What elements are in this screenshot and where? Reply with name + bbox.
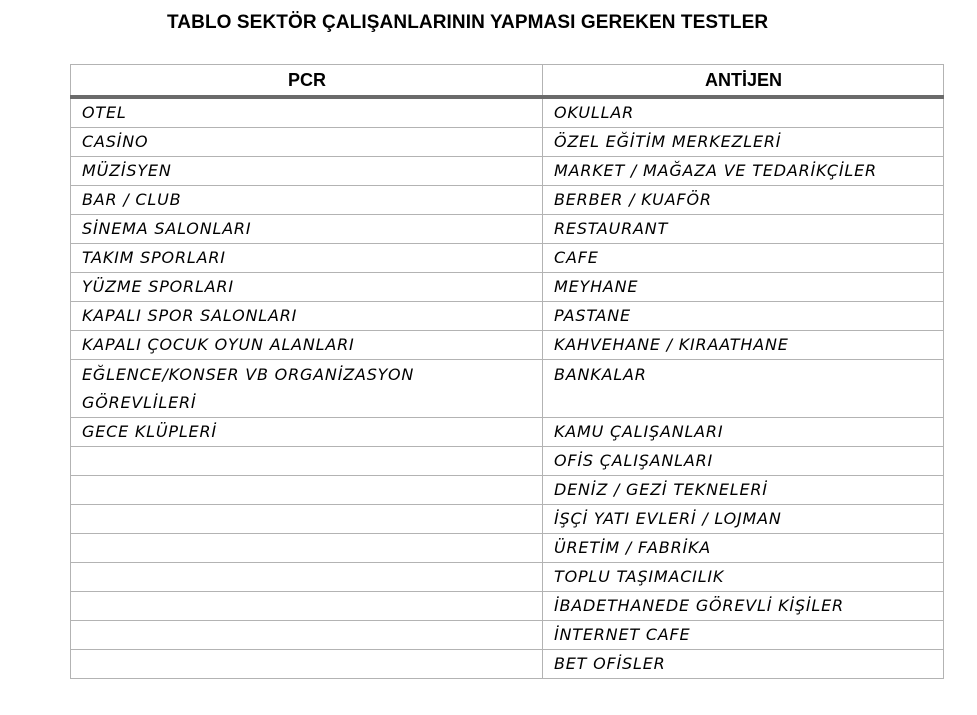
antijen-cell: İNTERNET CAFE bbox=[543, 621, 944, 650]
table-row bbox=[71, 186, 944, 215]
table-row bbox=[71, 650, 944, 679]
pcr-cell bbox=[71, 534, 543, 563]
pcr-cell bbox=[71, 447, 543, 476]
table-row bbox=[71, 447, 944, 476]
pcr-cell: YÜZME SPORLARI bbox=[71, 273, 543, 302]
table-row bbox=[71, 128, 944, 157]
table-row bbox=[71, 563, 944, 592]
pcr-cell: BAR / CLUB bbox=[71, 186, 543, 215]
antijen-cell: BANKALAR bbox=[543, 360, 944, 418]
table-row bbox=[71, 331, 944, 360]
pcr-cell bbox=[71, 505, 543, 534]
antijen-cell: KAHVEHANE / KIRAATHANE bbox=[543, 331, 944, 360]
antijen-cell: OKULLAR bbox=[543, 97, 944, 128]
table-row bbox=[71, 215, 944, 244]
table-row bbox=[71, 476, 944, 505]
antijen-cell: MEYHANE bbox=[543, 273, 944, 302]
table-row bbox=[71, 505, 944, 534]
antijen-cell: ÜRETİM / FABRİKA bbox=[543, 534, 944, 563]
pcr-cell: KAPALI SPOR SALONLARI bbox=[71, 302, 543, 331]
pcr-cell: MÜZİSYEN bbox=[71, 157, 543, 186]
pcr-cell: SİNEMA SALONLARI bbox=[71, 215, 543, 244]
document-title: TABLO SEKTÖR ÇALIŞANLARININ YAPMASI GEREKEN TESTLER bbox=[167, 12, 769, 33]
antijen-cell: RESTAURANT bbox=[543, 215, 944, 244]
pcr-cell bbox=[71, 563, 543, 592]
antijen-cell: KAMU ÇALIŞANLARI bbox=[543, 418, 944, 447]
antijen-cell: TOPLU TAŞIMACILIK bbox=[543, 563, 944, 592]
pcr-cell: KAPALI ÇOCUK OYUN ALANLARI bbox=[71, 331, 543, 360]
antijen-cell: DENİZ / GEZİ TEKNELERİ bbox=[543, 476, 944, 505]
table-row bbox=[71, 273, 944, 302]
antijen-cell: MARKET / MAĞAZA VE TEDARİKÇİLER bbox=[543, 157, 944, 186]
tests-table bbox=[70, 64, 944, 679]
antijen-cell: İŞÇİ YATI EVLERİ / LOJMAN bbox=[543, 505, 944, 534]
antijen-cell: OFİS ÇALIŞANLARI bbox=[543, 447, 944, 476]
table-header-row bbox=[71, 65, 944, 98]
antijen-cell: ÖZEL EĞİTİM MERKEZLERİ bbox=[543, 128, 944, 157]
table-row bbox=[71, 360, 944, 418]
column-header-antijen: ANTİJEN bbox=[543, 65, 944, 98]
pcr-cell: GECE KLÜPLERİ bbox=[71, 418, 543, 447]
table-row bbox=[71, 621, 944, 650]
table-row bbox=[71, 157, 944, 186]
column-header-pcr: PCR bbox=[71, 65, 543, 98]
table-row bbox=[71, 302, 944, 331]
table-row bbox=[71, 592, 944, 621]
table-row bbox=[71, 534, 944, 563]
antijen-cell: İBADETHANEDE GÖREVLİ KİŞİLER bbox=[543, 592, 944, 621]
pcr-cell bbox=[71, 650, 543, 679]
pcr-cell bbox=[71, 592, 543, 621]
pcr-cell: TAKIM SPORLARI bbox=[71, 244, 543, 273]
table-row bbox=[71, 244, 944, 273]
antijen-cell: CAFE bbox=[543, 244, 944, 273]
antijen-cell: BERBER / KUAFÖR bbox=[543, 186, 944, 215]
antijen-cell: PASTANE bbox=[543, 302, 944, 331]
pcr-cell bbox=[71, 476, 543, 505]
pcr-cell: CASİNO bbox=[71, 128, 543, 157]
antijen-cell: BET OFİSLER bbox=[543, 650, 944, 679]
pcr-cell: EĞLENCE/KONSER VB ORGANİZASYON GÖREVLİLERİ bbox=[71, 360, 543, 418]
table-row bbox=[71, 418, 944, 447]
table-row bbox=[71, 97, 944, 128]
pcr-cell: OTEL bbox=[71, 97, 543, 128]
pcr-cell bbox=[71, 621, 543, 650]
